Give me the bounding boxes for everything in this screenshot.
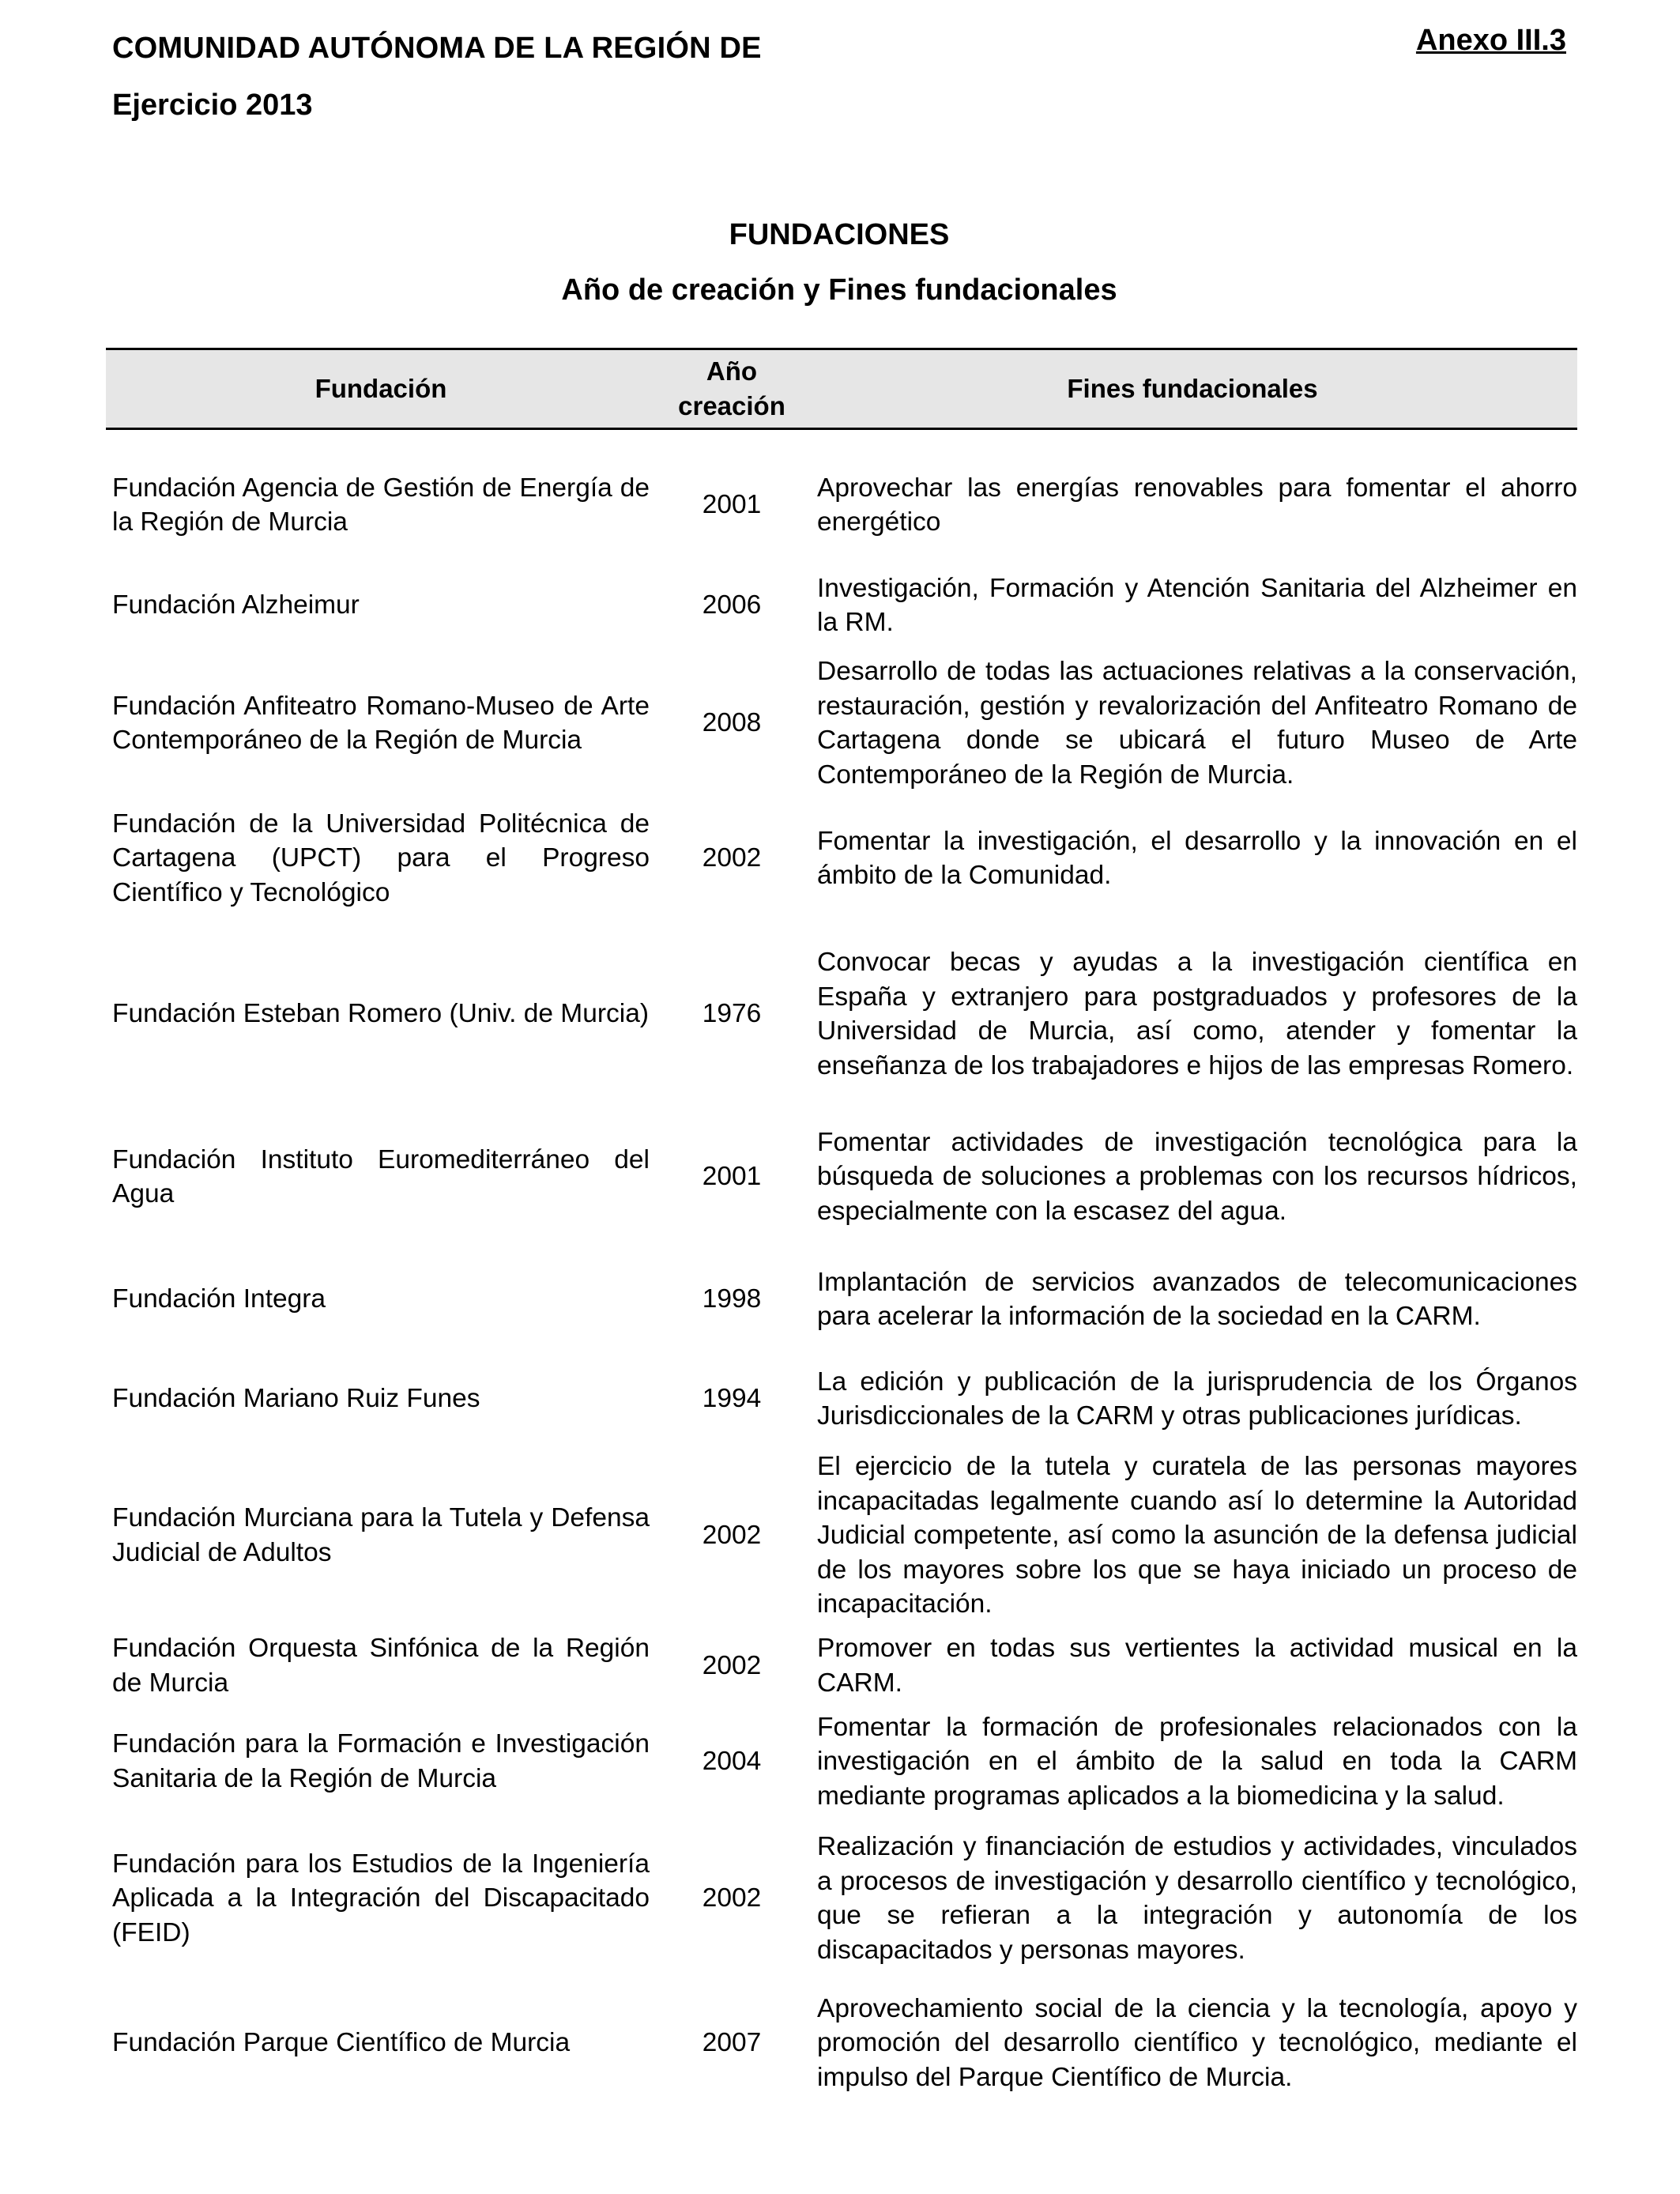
table-row bbox=[106, 1348, 1577, 1449]
creation-year-cell: 2002 bbox=[702, 1521, 762, 1550]
table-row bbox=[106, 1103, 1577, 1250]
creation-year-cell: 2006 bbox=[702, 590, 762, 620]
purposes-cell: Convocar becas y ayudas a la investigación científica en España y extranjero para postgraduados y profesores de la Universidad de Murcia, así como, atender y fomentar la enseñanza de los trabajadores e hijos de las empresas Romero. bbox=[817, 948, 1577, 1080]
purposes-cell: La edición y publicación de la jurisprudencia de los Órganos Jurisdiccionales de la CARM y otras publicaciones jurídicas. bbox=[817, 1367, 1577, 1431]
creation-year-cell: 2007 bbox=[702, 2028, 762, 2058]
foundations-table bbox=[106, 348, 1577, 2102]
foundation-name-cell: Fundación Murciana para la Tutela y Defensa Judicial de Adultos bbox=[112, 1503, 650, 1567]
foundation-name-cell: Fundación Parque Científico de Murcia bbox=[112, 2028, 571, 2058]
table-header-row bbox=[106, 349, 1577, 429]
creation-year-cell: 2001 bbox=[702, 490, 762, 520]
table-row bbox=[106, 1622, 1577, 1710]
creation-year-cell: 2008 bbox=[702, 708, 762, 738]
purposes-cell: Fomentar actividades de investigación tecnológica para la búsqueda de soluciones a problemas con los recursos hídricos, especialmente con la escasez del agua. bbox=[817, 1127, 1577, 1226]
exercise-year: Ejercicio 2013 bbox=[112, 89, 313, 122]
document-subtitle: Año de creación y Fines fundacionales bbox=[561, 273, 1117, 307]
purposes-cell: Aprovechar las energías renovables para fomentar el ahorro energético bbox=[817, 473, 1577, 537]
foundation-name-cell: Fundación para los Estudios de la Ingeniería Aplicada a la Integración del Discapacitado (FEID) bbox=[112, 1849, 650, 1947]
purposes-cell: Investigación, Formación y Atención Sanitaria del Alzheimer en la RM. bbox=[817, 573, 1577, 637]
table-row bbox=[106, 1813, 1577, 1984]
purposes-cell: El ejercicio de la tutela y curatela de las personas mayores incapacitadas legalmente cuando así lo determine la Autoridad Judicial competente, así como la asunción de la defensa judicial de los mayores sobre los que se haya iniciado un proceso de incapacitación. bbox=[817, 1452, 1577, 1619]
column-header-year-line2: creación bbox=[678, 391, 785, 420]
organization-name: COMUNIDAD AUTÓNOMA DE LA REGIÓN DE bbox=[112, 32, 762, 65]
table-row bbox=[106, 1250, 1577, 1348]
creation-year-cell: 2002 bbox=[702, 843, 762, 873]
creation-year-cell: 1998 bbox=[702, 1284, 762, 1314]
table-spacer bbox=[106, 429, 1577, 454]
foundation-name-cell: Fundación Integra bbox=[112, 1284, 326, 1314]
table-row bbox=[106, 654, 1577, 792]
table-row bbox=[106, 454, 1577, 556]
table-header bbox=[106, 349, 1577, 429]
purposes-cell: Aprovechamiento social de la ciencia y la tecnología, apoyo y promoción del desarrollo científico y tecnológico, mediante el impulso del Parque Científico de Murcia. bbox=[817, 1993, 1577, 2092]
column-header-year-line1: Año bbox=[706, 356, 758, 386]
creation-year-cell: 2002 bbox=[702, 1650, 762, 1680]
foundation-name-cell: Fundación Mariano Ruiz Funes bbox=[112, 1384, 480, 1414]
creation-year-cell: 2001 bbox=[702, 1162, 762, 1192]
creation-year-cell: 1976 bbox=[702, 999, 762, 1029]
creation-year-cell: 1994 bbox=[702, 1384, 762, 1414]
table-row bbox=[106, 792, 1577, 925]
column-header-purposes: Fines fundacionales bbox=[808, 349, 1577, 429]
foundation-name-cell: Fundación Esteban Romero (Univ. de Murcia) bbox=[112, 999, 649, 1029]
creation-year-cell: 2002 bbox=[702, 1883, 762, 1913]
table-row bbox=[106, 925, 1577, 1103]
purposes-cell: Fomentar la formación de profesionales relacionados con la investigación en el ámbito de la salud en toda la CARM mediante programas aplicados a la biomedicina y la salud. bbox=[817, 1712, 1577, 1811]
purposes-cell: Implantación de servicios avanzados de telecomunicaciones para acelerar la información de la sociedad en la CARM. bbox=[817, 1267, 1577, 1331]
foundation-name-cell: Fundación Alzheimur bbox=[112, 590, 360, 620]
purposes-cell: Fomentar la investigación, el desarrollo y la innovación en el ámbito de la Comunidad. bbox=[817, 826, 1577, 890]
foundation-name-cell: Fundación Agencia de Gestión de Energía de la Región de Murcia bbox=[112, 473, 650, 537]
foundation-name-cell: Fundación Anfiteatro Romano-Museo de Arte Contemporáneo de la Región de Murcia bbox=[112, 691, 650, 755]
page-header bbox=[112, 24, 1566, 141]
purposes-cell: Realización y financiación de estudios y actividades, vinculados a procesos de investigación y desarrollo científico y tecnológico, que se refieran a la integración y autonomía de los discapacitados y personas mayores. bbox=[817, 1832, 1577, 1965]
table-row bbox=[106, 1710, 1577, 1814]
document-title: FUNDACIONES bbox=[729, 218, 950, 251]
column-header-foundation: Fundación bbox=[106, 349, 656, 429]
table-row bbox=[106, 556, 1577, 654]
annex-label: Anexo III.3 bbox=[1415, 24, 1566, 57]
foundation-name-cell: Fundación Orquesta Sinfónica de la Región de Murcia bbox=[112, 1634, 650, 1698]
purposes-cell: Desarrollo de todas las actuaciones relativas a la conservación, restauración, gestión y revalorización del Anfiteatro Romano de Cartagena donde se ubicará el futuro Museo de Arte Contemporáneo de la Región de Murcia. bbox=[817, 657, 1577, 790]
table-spacer-cell bbox=[106, 429, 1577, 454]
purposes-cell: Promover en todas sus vertientes la actividad musical en la CARM. bbox=[817, 1634, 1577, 1698]
foundation-name-cell: Fundación para la Formación e Investigación Sanitaria de la Región de Murcia bbox=[112, 1729, 650, 1793]
table-row bbox=[106, 1984, 1577, 2102]
foundation-name-cell: Fundación Instituto Euromediterráneo del Agua bbox=[112, 1144, 650, 1208]
foundation-name-cell: Fundación de la Universidad Politécnica de Cartagena (UPCT) para el Progreso Científico y Tecnológico bbox=[112, 809, 650, 907]
table-body bbox=[106, 429, 1577, 2103]
table-row bbox=[106, 1449, 1577, 1622]
creation-year-cell: 2004 bbox=[702, 1747, 762, 1776]
column-header-year bbox=[656, 349, 808, 429]
